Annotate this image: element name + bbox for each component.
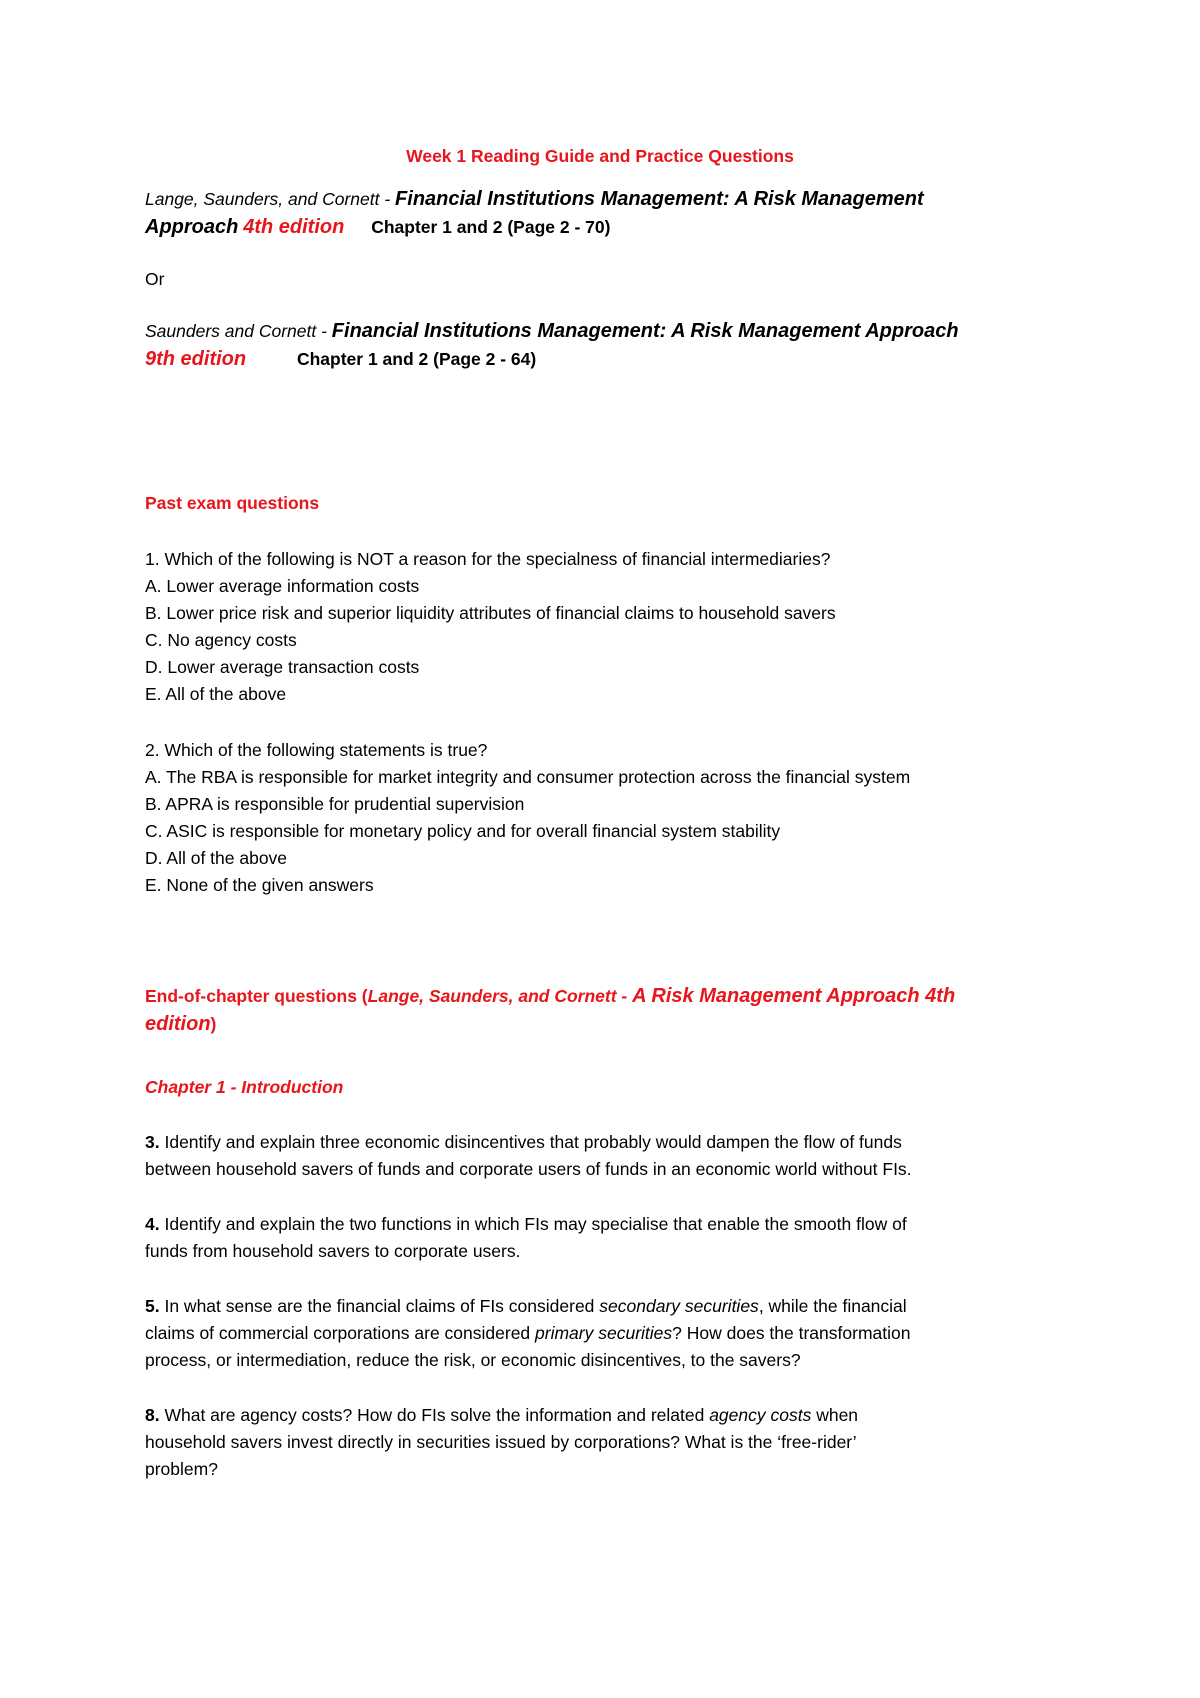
book1-edition: 4th edition bbox=[243, 216, 345, 238]
eoc-question-3 bbox=[145, 1129, 1065, 1183]
book1-title-cont: Approach bbox=[145, 216, 239, 238]
book2-edition: 9th edition bbox=[145, 348, 247, 370]
past-exam-heading: Past exam questions bbox=[145, 493, 320, 513]
book1-authors: Lange, Saunders, and Cornett - bbox=[145, 189, 391, 209]
book2-title: Financial Institutions Management: A Risk Management Approach bbox=[331, 320, 959, 342]
eoc-heading bbox=[145, 983, 1065, 1038]
eoc-heading-prefix: End-of-chapter questions ( bbox=[145, 986, 368, 1006]
q5-text-line2a: claims of commercial corporations are considered bbox=[145, 1323, 536, 1343]
eoc-question-5 bbox=[145, 1293, 1065, 1374]
q8-text-line1b: when bbox=[811, 1405, 859, 1425]
q8-text-line3: problem? bbox=[145, 1459, 218, 1479]
question-2 bbox=[145, 737, 1065, 899]
q1-option-a: A. Lower average information costs bbox=[145, 576, 420, 596]
question-2-stem: 2. Which of the following statements is true? bbox=[145, 740, 488, 760]
q2-option-b: B. APRA is responsible for prudential supervision bbox=[145, 794, 525, 814]
q1-option-d: D. Lower average transaction costs bbox=[145, 657, 420, 677]
q1-option-e: E. All of the above bbox=[145, 684, 287, 704]
page-title: Week 1 Reading Guide and Practice Questions bbox=[406, 146, 794, 166]
q5-secondary-securities: secondary securities bbox=[599, 1296, 759, 1316]
q5-text-line2b: ? How does the transformation bbox=[672, 1323, 911, 1343]
q8-agency-costs: agency costs bbox=[709, 1405, 812, 1425]
q5-number: 5. bbox=[145, 1296, 160, 1316]
q8-text-line2: household savers invest directly in securities issued by corporations? What is the ‘free-rider’ bbox=[145, 1432, 857, 1452]
q4-text-line1: Identify and explain the two functions in which FIs may specialise that enable the smooth flow of bbox=[159, 1214, 907, 1234]
q2-option-e: E. None of the given answers bbox=[145, 875, 374, 895]
q1-option-b: B. Lower price risk and superior liquidity attributes of financial claims to household savers bbox=[145, 603, 836, 623]
q3-text-line1: Identify and explain three economic disincentives that probably would dampen the flow of funds bbox=[159, 1132, 902, 1152]
book2-chapters: Chapter 1 and 2 (Page 2 - 64) bbox=[296, 349, 537, 369]
q5-text-line1b: , while the financial bbox=[758, 1296, 907, 1316]
question-1-stem: 1. Which of the following is NOT a reason for the specialness of financial intermediaries? bbox=[145, 549, 831, 569]
q5-primary-securities: primary securities bbox=[535, 1323, 673, 1343]
eoc-heading-authors: Lange, Saunders, and Cornett - bbox=[367, 986, 628, 1006]
question-1 bbox=[145, 546, 1065, 708]
q4-number: 4. bbox=[145, 1214, 160, 1234]
q3-text-line2: between household savers of funds and corporate users of funds in an economic world without FIs. bbox=[145, 1159, 912, 1179]
or-label: Or bbox=[145, 269, 165, 289]
eoc-heading-edition: edition bbox=[145, 1013, 211, 1035]
q8-text-line1a: What are agency costs? How do FIs solve the information and related bbox=[159, 1405, 710, 1425]
q5-text-line3: process, or intermediation, reduce the risk, or economic disincentives, to the savers? bbox=[145, 1350, 801, 1370]
reading-book-2 bbox=[145, 318, 1065, 373]
eoc-heading-title: A Risk Management Approach 4th bbox=[632, 985, 956, 1007]
q8-number: 8. bbox=[145, 1405, 160, 1425]
chapter-1-heading: Chapter 1 - Introduction bbox=[145, 1077, 344, 1097]
eoc-question-4 bbox=[145, 1211, 1065, 1265]
q2-option-d: D. All of the above bbox=[145, 848, 288, 868]
q5-text-line1a: In what sense are the financial claims of FIs considered bbox=[159, 1296, 600, 1316]
q3-number: 3. bbox=[145, 1132, 160, 1152]
book1-title: Financial Institutions Management: A Risk Management bbox=[395, 188, 924, 210]
q1-option-c: C. No agency costs bbox=[145, 630, 297, 650]
q2-option-c: C. ASIC is responsible for monetary policy and for overall financial system stability bbox=[145, 821, 781, 841]
book2-authors: Saunders and Cornett - bbox=[145, 321, 327, 341]
reading-book-1 bbox=[145, 186, 1065, 241]
book1-chapters: Chapter 1 and 2 (Page 2 - 70) bbox=[371, 217, 611, 237]
q2-option-a: A. The RBA is responsible for market integrity and consumer protection across the financial system bbox=[145, 767, 911, 787]
q4-text-line2: funds from household savers to corporate users. bbox=[145, 1241, 521, 1261]
eoc-question-8 bbox=[145, 1402, 1065, 1483]
eoc-heading-suffix: ) bbox=[210, 1014, 217, 1034]
